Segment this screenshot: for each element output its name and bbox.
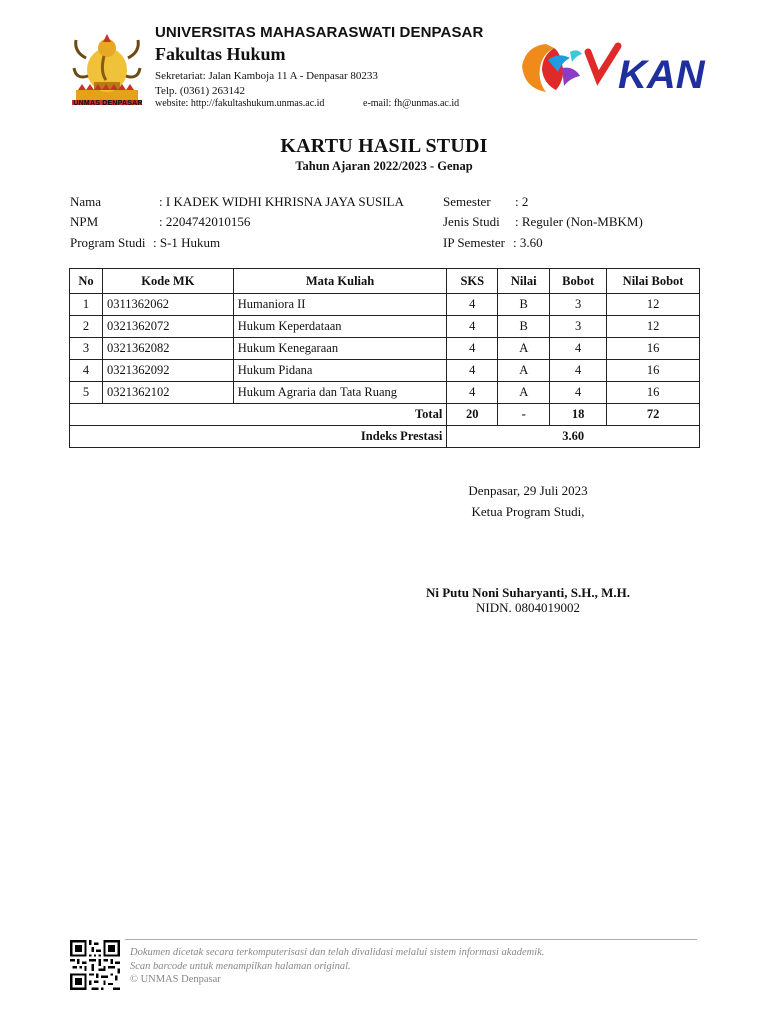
- cell-nilai-bobot: 16: [607, 360, 700, 382]
- total-row: [70, 404, 700, 426]
- phone: Telp. (0361) 263142: [155, 85, 245, 97]
- cell-no: 2: [70, 316, 103, 338]
- cell-kode: 0321362102: [102, 382, 233, 404]
- cell-no: 1: [70, 294, 103, 316]
- cell-matakuliah: Hukum Kenegaraan: [233, 338, 447, 360]
- cell-nilai: A: [498, 382, 550, 404]
- qr-code-icon[interactable]: [69, 940, 121, 990]
- total-label: Total: [70, 404, 447, 426]
- cell-matakuliah: Humaniora II: [233, 294, 447, 316]
- total-nilai-bobot: 72: [607, 404, 700, 426]
- cell-kode: 0321362092: [102, 360, 233, 382]
- cell-matakuliah: Hukum Pidana: [233, 360, 447, 382]
- table-header-row: [70, 269, 700, 294]
- cell-bobot: 4: [550, 338, 607, 360]
- cell-bobot: 4: [550, 360, 607, 382]
- ip-value: 3.60: [447, 426, 700, 448]
- semester-label: Semester: [443, 194, 491, 209]
- faculty-name: Fakultas Hukum: [155, 44, 286, 64]
- cell-kode: 0321362082: [102, 338, 233, 360]
- col-header-sks: SKS: [447, 269, 498, 294]
- footer-note-2: Scan barcode untuk menampilkan halaman original.: [130, 961, 351, 972]
- cell-nilai: A: [498, 360, 550, 382]
- ip-semester-label: IP Semester: [443, 235, 505, 250]
- cell-matakuliah: Hukum Keperdataan: [233, 316, 447, 338]
- jenis-studi-value: : Reguler (Non-MBKM): [515, 214, 643, 229]
- logo-caption: UNMAS DENPASAR: [73, 100, 143, 107]
- col-header-no: No: [70, 269, 103, 294]
- cell-bobot: 4: [550, 382, 607, 404]
- place-date: Denpasar, 29 Juli 2023: [468, 483, 588, 498]
- prodi-value: : S-1 Hukum: [153, 235, 221, 250]
- signatory-name: Ni Putu Noni Suharyanti, S.H., M.H.: [425, 585, 631, 600]
- cell-nilai-bobot: 16: [607, 338, 700, 360]
- table-row: [70, 360, 700, 382]
- cell-kode: 0321362072: [102, 316, 233, 338]
- grades-table: [69, 268, 700, 448]
- cell-nilai-bobot: 12: [607, 316, 700, 338]
- jenis-studi-label: Jenis Studi: [443, 214, 500, 229]
- col-header-nilai-bobot: Nilai Bobot: [607, 269, 700, 294]
- vkan-logo: [518, 38, 710, 96]
- cell-sks: 4: [447, 316, 498, 338]
- total-sks: 20: [447, 404, 498, 426]
- signatory-position: Ketua Program Studi,: [471, 504, 585, 519]
- cell-sks: 4: [447, 382, 498, 404]
- nama-value: : I KADEK WIDHI KHRISNA JAYA SUSILA: [159, 194, 404, 209]
- cell-nilai: B: [498, 316, 550, 338]
- table-row: [70, 382, 700, 404]
- nama-label: Nama: [70, 194, 102, 209]
- col-header-matakuliah: Mata Kuliah: [233, 269, 447, 294]
- cell-nilai: B: [498, 294, 550, 316]
- cell-no: 5: [70, 382, 103, 404]
- cell-matakuliah: Hukum Agraria dan Tata Ruang: [233, 382, 447, 404]
- cell-sks: 4: [447, 338, 498, 360]
- academic-year: Tahun Ajaran 2022/2023 - Genap: [295, 159, 473, 173]
- prodi-label: Program Studi: [70, 235, 146, 250]
- cell-no: 3: [70, 338, 103, 360]
- cell-nilai: A: [498, 338, 550, 360]
- col-header-bobot: Bobot: [550, 269, 607, 294]
- npm-value: : 2204742010156: [159, 214, 251, 229]
- university-name: UNIVERSITAS MAHASARASWATI DENPASAR: [155, 24, 484, 41]
- vkan-logo-text: KAN: [618, 53, 705, 96]
- cell-sks: 4: [447, 294, 498, 316]
- table-row: [70, 294, 700, 316]
- cell-sks: 4: [447, 360, 498, 382]
- total-nilai: -: [498, 404, 550, 426]
- col-header-nilai: Nilai: [498, 269, 550, 294]
- cell-nilai-bobot: 16: [607, 382, 700, 404]
- website: website: http://fakultashukum.unmas.ac.id: [155, 98, 325, 109]
- footer-divider: [125, 939, 697, 940]
- footer-copyright: © UNMAS Denpasar: [130, 974, 221, 985]
- npm-label: NPM: [70, 214, 99, 229]
- document-title: KARTU HASIL STUDI: [280, 135, 488, 157]
- ip-row: [70, 426, 700, 448]
- col-header-kode: Kode MK: [102, 269, 233, 294]
- cell-no: 4: [70, 360, 103, 382]
- total-bobot: 18: [550, 404, 607, 426]
- footer-note-1: Dokumen dicetak secara terkomputerisasi dan telah divalidasi melalui sistem informasi akademik.: [130, 947, 545, 958]
- signatory-nidn: NIDN. 0804019002: [476, 600, 580, 615]
- cell-nilai-bobot: 12: [607, 294, 700, 316]
- address: Sekretariat: Jalan Kamboja 11 A - Denpasar 80233: [155, 70, 378, 82]
- table-row: [70, 316, 700, 338]
- table-row: [70, 338, 700, 360]
- ip-semester-value: : 3.60: [513, 235, 543, 250]
- cell-kode: 0311362062: [102, 294, 233, 316]
- semester-value: : 2: [515, 194, 529, 209]
- cell-bobot: 3: [550, 316, 607, 338]
- cell-bobot: 3: [550, 294, 607, 316]
- email: e-mail: fh@unmas.ac.id: [363, 98, 460, 109]
- ip-label: Indeks Prestasi: [70, 426, 447, 448]
